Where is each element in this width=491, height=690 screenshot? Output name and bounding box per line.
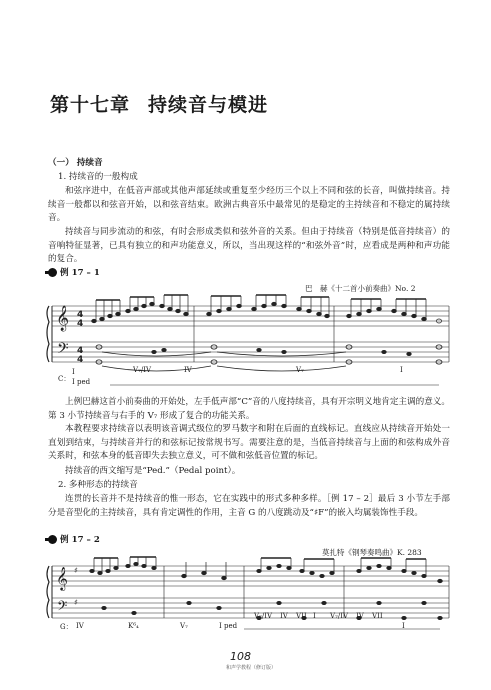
svg-text:4: 4 — [77, 346, 84, 356]
svg-text:𝄢: 𝄢 — [57, 598, 68, 617]
example-attribution-2: 莫扎特《钢琴奏鸣曲》K. 283 — [322, 548, 422, 557]
roman-numeral: I — [313, 612, 316, 620]
example-attribution-1: 巴 赫《十二首小前奏曲》No. 2 — [305, 284, 416, 293]
paragraph: 上例巴赫这首小前奏曲的开始处，左手低声部“C”音的八度持续音，具有开宗明义地肯定主调的意义。第 3 小节持续音与右手的 V₇ 形成了复合的功能关系。 — [48, 397, 450, 421]
chapter-name: 持续音与模进 — [148, 94, 269, 116]
roman-numeral: V₇/IV — [330, 612, 349, 620]
roman-numeral: IV — [280, 612, 288, 620]
paragraph: 本教程要求持续音以表明该音调式级位的罗马数字和附在后面的直线标记。直线应从持续音开始处一直划到结束，与持续音并行的和弦标记按常规书写。需要注意的是，当低音持续音与上面的和弦构成外音关系时，和弦本身的低音即失去独立意义，可不做和弦低音位置的标记。 — [48, 424, 450, 462]
roman-numeral: VII — [372, 612, 383, 620]
music-score-1 — [44, 292, 454, 388]
pedal-label: I ped — [219, 622, 238, 630]
chapter-title — [50, 90, 268, 117]
page-number: 108 — [230, 650, 251, 663]
roman-numeral: V₇/IV — [254, 612, 273, 620]
roman-numeral: V₇ — [180, 622, 188, 630]
paragraph: 持续音与同步流动的和弦，有时会形成类似和弦外音的关系。但由于持续音（特别是低音持续音）的音响特征显著，已具有独立的和声功能意义，所以，当出现这样的“和弦外音”时，应看成是两种和声功能的复合。 — [48, 227, 450, 265]
roman-numeral: K⁶₄ — [128, 622, 139, 630]
paragraph: 持续音的西文缩写是“Ped.”（Pedal point）。 — [65, 466, 241, 476]
example-label-1: 例 17 – 1 — [48, 266, 100, 278]
svg-text:𝄞: 𝄞 — [56, 566, 68, 590]
roman-numeral: IV — [76, 622, 84, 630]
pedal-label: I ped — [72, 378, 91, 386]
subsection-heading-2: 2. 多种形态的持续音 — [58, 480, 138, 490]
svg-text:4: 4 — [77, 310, 84, 320]
svg-text:𝄢: 𝄢 — [57, 340, 69, 361]
svg-text:4: 4 — [77, 319, 84, 329]
speaker-icon — [48, 535, 57, 544]
speaker-icon — [48, 268, 57, 277]
svg-text:4: 4 — [77, 355, 84, 365]
example-label-2: 例 17 – 2 — [48, 533, 100, 545]
roman-numeral: I — [400, 366, 403, 374]
key-label: G： — [60, 623, 73, 631]
section-heading: （一） 持续音 — [48, 158, 103, 168]
svg-text:𝄞: 𝄞 — [56, 306, 70, 331]
paragraph: 和弦序进中，在低音声部或其他声部延续或重复至少经历三个以上不同和弦的长音，叫做持续音。持续音一般都以和弦音开始，以和弦音结束。欧洲古典音乐中最常见的是稳定的主持续音和不稳定的属持续音。 — [48, 186, 450, 224]
chapter-number: 第十七章 — [50, 94, 131, 116]
page-footer: 和声学教程（修订版） — [226, 665, 277, 671]
paragraph: 连贯的长音并不是持续音的惟一形态，它在实践中的形式多种多样。［例 17 – 2］最后 3 小节左手部分是音型化的主持续音，具有肯定调性的作用，主音 G 的八度跳动及“♯F”的嵌入均属装饰性手段。 — [48, 494, 450, 518]
subsection-heading-1: 1. 持续音的一般构成 — [58, 172, 138, 182]
svg-text:♯: ♯ — [74, 598, 78, 607]
roman-numeral: V₇ — [296, 366, 304, 374]
roman-numeral: I — [72, 368, 75, 376]
key-label: C： — [58, 375, 71, 383]
svg-text:♯: ♯ — [74, 566, 78, 575]
roman-numeral: VII — [296, 612, 307, 620]
roman-numeral: IV — [184, 366, 192, 374]
roman-numeral: V₇/IV — [133, 366, 152, 374]
music-score-2 — [44, 556, 454, 632]
roman-numeral: IV — [356, 612, 364, 620]
roman-numeral: I — [402, 622, 405, 630]
